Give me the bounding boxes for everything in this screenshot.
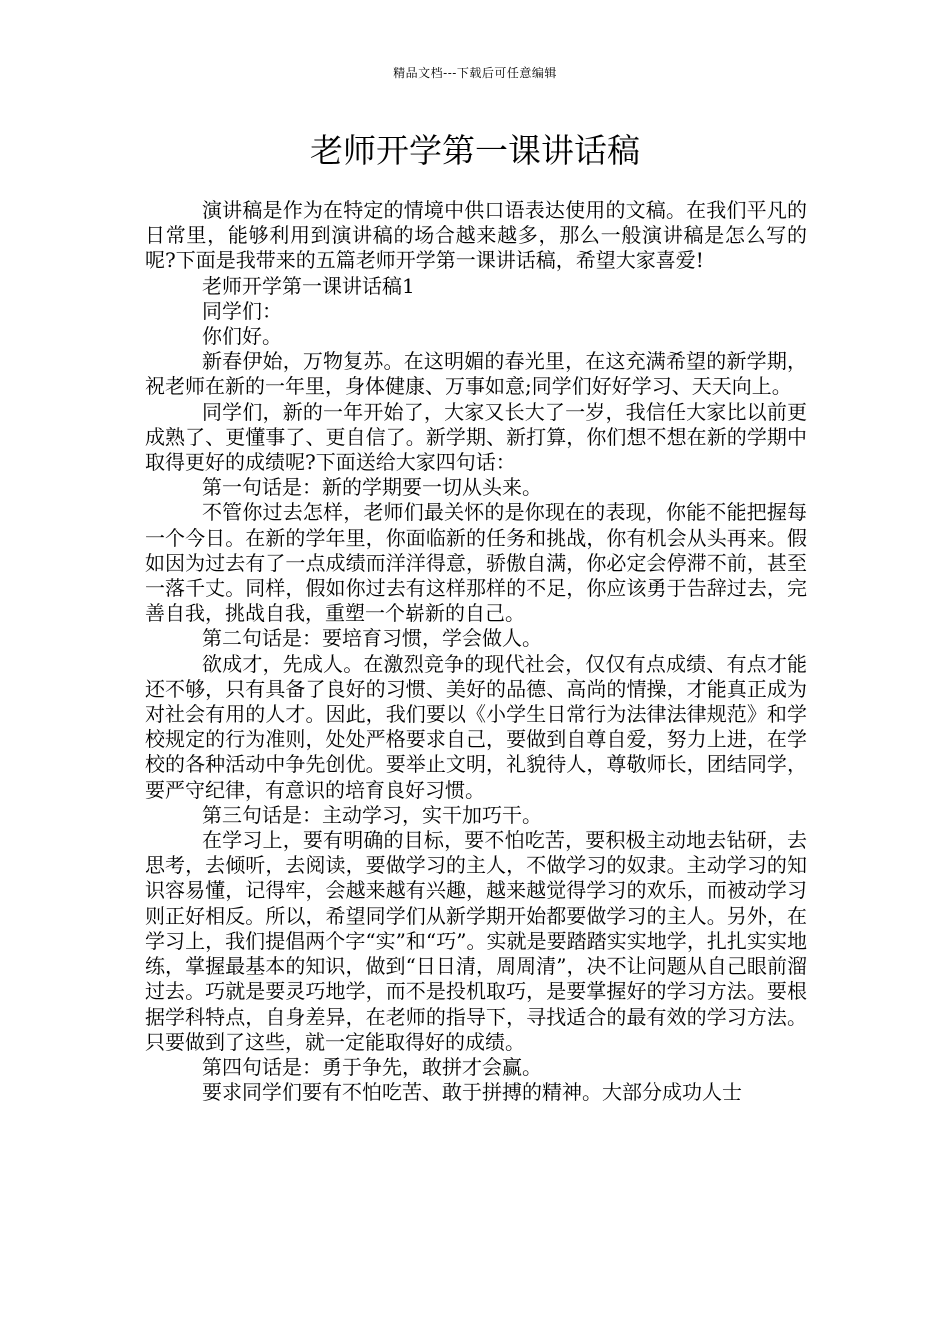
header-note: 精品文档---下载后可任意编辑 (393, 66, 557, 80)
paragraph: 欲成才，先成人。在激烈竞争的现代社会，仅仅有点成绩、有点才能还不够，只有具备了良好的习惯、美好的品德、高尚的情操，才能真正成为对社会有用的人才。因此，我们要以《小学生日常行为法律法律规范》和学校规定的行为准则，处处严格要求自己，要做到自尊自爱，努力上进，在学校的各种活动中争先创优。要举止文明，礼貌待人，尊敬师长，团结同学，要严守纪律，有意识的培育良好习惯。 (145, 651, 807, 802)
document-title: 老师开学第一课讲话稿 (310, 131, 640, 170)
speech-heading: 老师开学第一课讲话稿1 (202, 273, 415, 298)
paragraph: 新春伊始，万物复苏。在这明媚的春光里，在这充满希望的新学期，祝老师在新的一年里，身体健康、万事如意;同学们好好学习、天天向上。 (145, 349, 807, 399)
paragraph-intro: 演讲稿是作为在特定的情境中供口语表达使用的文稿。在我们平凡的日常里，能够利用到演讲稿的场合越来越多，那么一般演讲稿是怎么写的呢?下面是我带来的五篇老师开学第一课讲话稿，希望大家喜爱! (145, 198, 807, 273)
section-heading-4: 第四句话是：勇于争先，敢拼才会赢。 (202, 1054, 542, 1079)
paragraph: 在学习上，要有明确的目标，要不怕吃苦，要积极主动地去钻研，去思考，去倾听，去阅读，要做学习的主人，不做学习的奴隶。主动学习的知识容易懂，记得牢，会越来越有兴趣，越来越觉得学习的欢乐，而被动学习则正好相反。所以，希望同学们从新学期开始都要做学习的主人。另外，在学习上，我们提倡两个字“实”和“巧”。实就是要踏踏实实地学，扎扎实实地练，掌握最基本的知识，做到“日日清，周周清”，决不让问题从自己眼前溜过去。巧就是要灵巧地学，而不是投机取巧，是要掌握好的学习方法。要根据学科特点，自身差异，在老师的指导下，寻找适合的最有效的学习方法。只要做到了这些，就一定能取得好的成绩。 (145, 828, 807, 1054)
document-body (145, 198, 807, 1105)
greeting: 你们好。 (202, 324, 282, 349)
section-heading-3: 第三句话是：主动学习，实干加巧干。 (202, 802, 542, 827)
section-heading-1: 第一句话是：新的学期要一切从头来。 (202, 475, 542, 500)
paragraph: 要求同学们要有不怕吃苦、敢于拼搏的精神。大部分成功人士 (202, 1080, 742, 1105)
section-heading-2: 第二句话是：要培育习惯，学会做人。 (202, 626, 542, 651)
paragraph: 同学们，新的一年开始了，大家又长大了一岁，我信任大家比以前更成熟了、更懂事了、更自信了。新学期、新打算，你们想不想在新的学期中取得更好的成绩呢?下面送给大家四句话： (145, 399, 807, 475)
paragraph: 不管你过去怎样，老师们最关怀的是你现在的表现，你能不能把握每一个今日。在新的学年里，你面临新的任务和挑战，你有机会从头再来。假如因为过去有了一点成绩而洋洋得意，骄傲自满，你必定会停滞不前，甚至一落千丈。同样，假如你过去有这样那样的不足，你应该勇于告辞过去，完善自我，挑战自我，重塑一个崭新的自己。 (145, 500, 807, 626)
salutation: 同学们： (202, 298, 282, 323)
